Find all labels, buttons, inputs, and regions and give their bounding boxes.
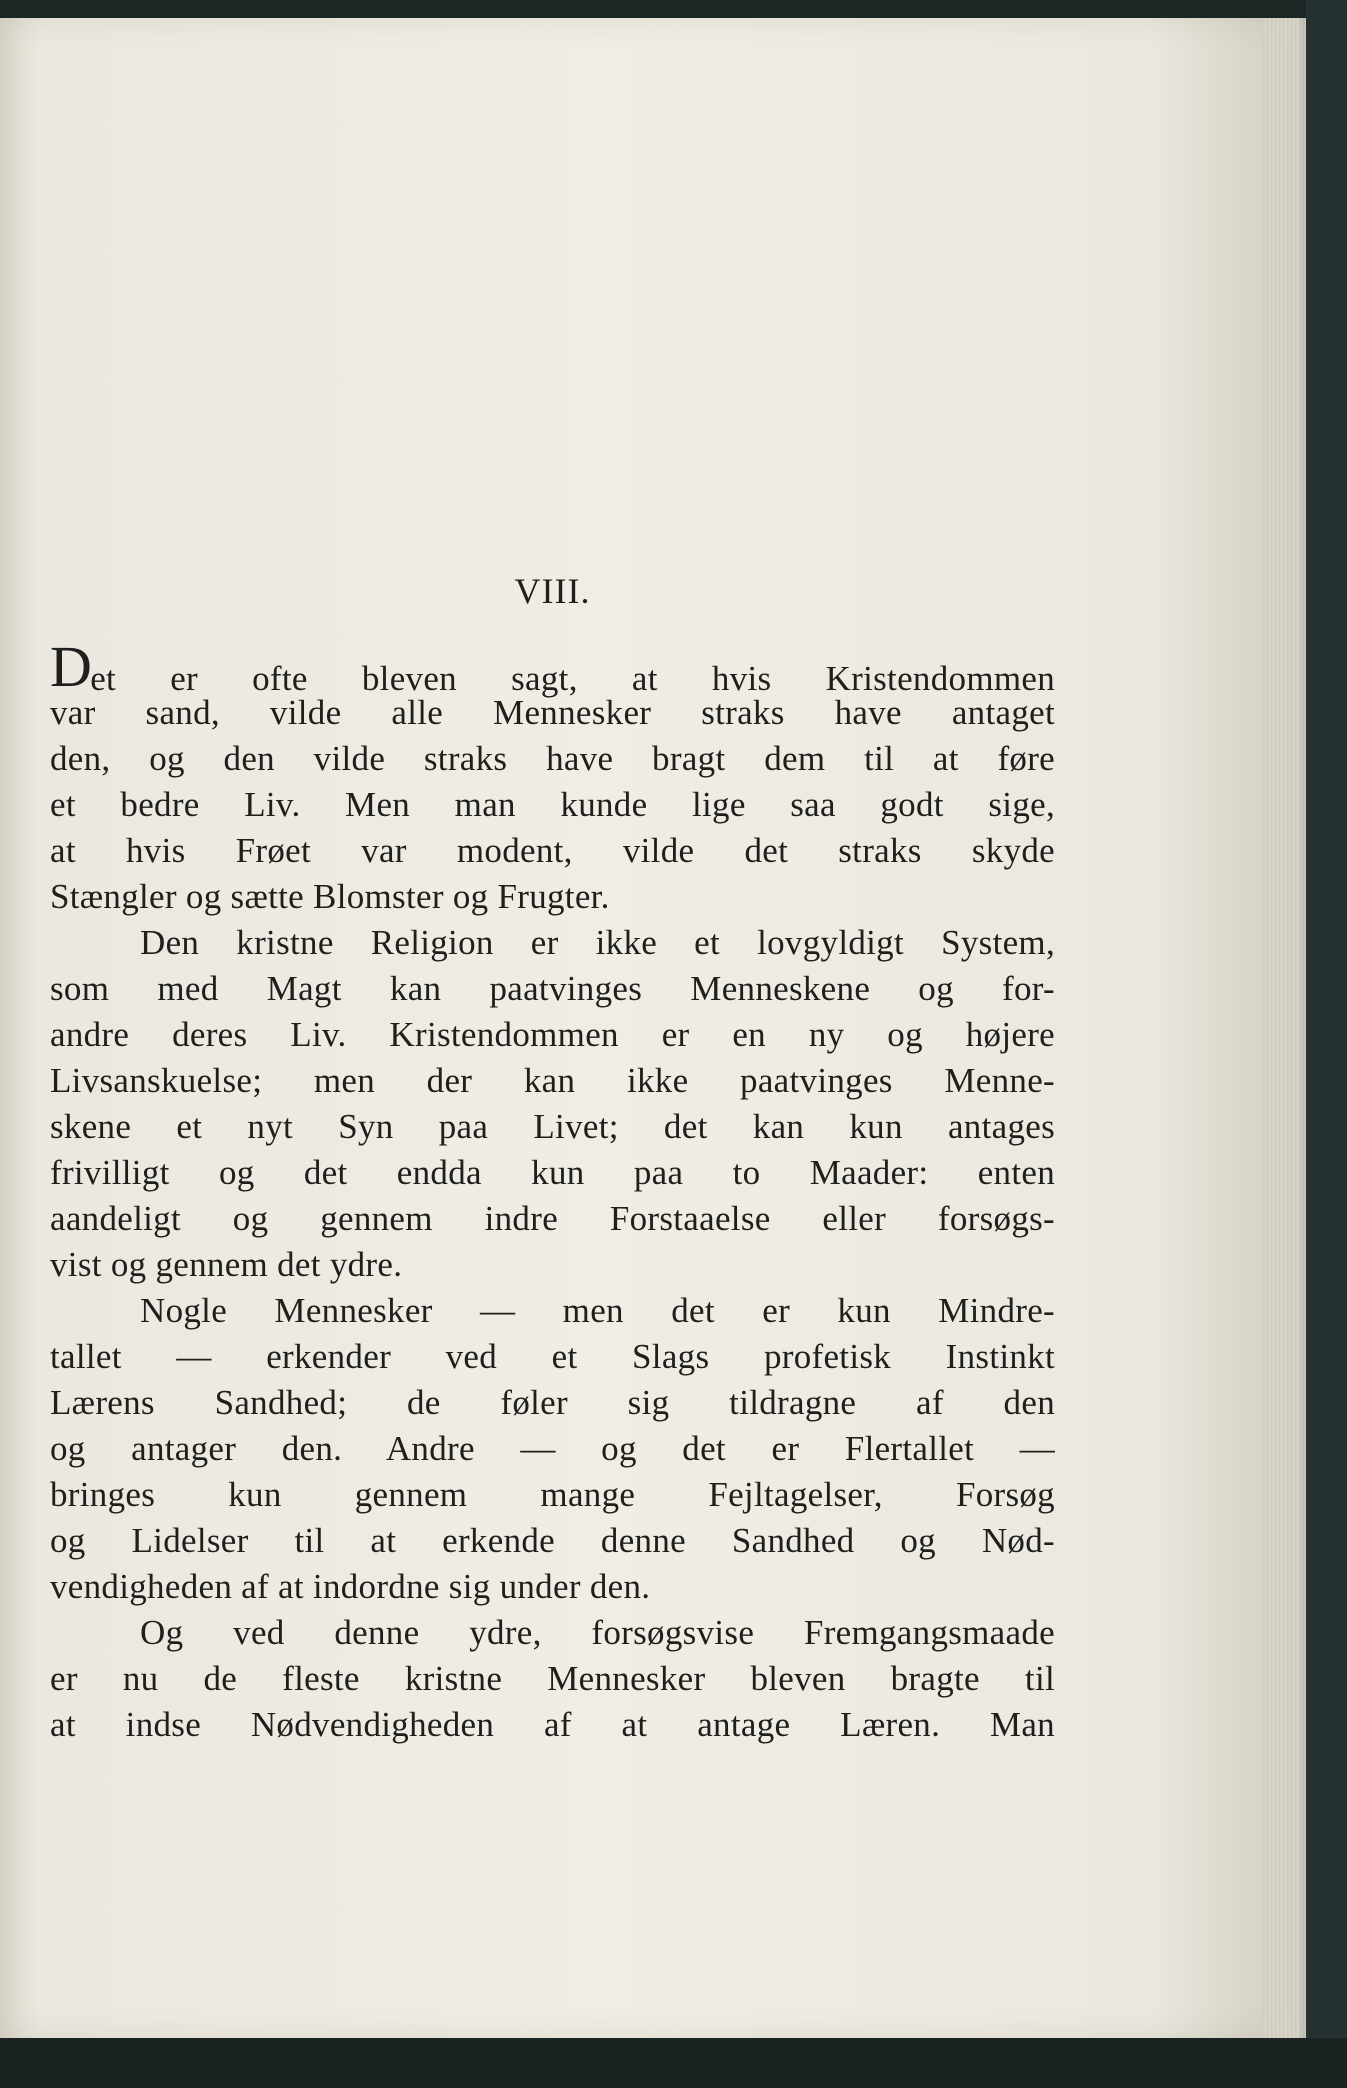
paragraph-1-line-3: den, og den vilde straks have bragt dem til at føre [50, 739, 1055, 778]
paragraph-1-line-4: et bedre Liv. Men man kunde lige saa godt sige, [50, 785, 1055, 824]
line-text: et er ofte bleven sagt, at hvis Kristendommen [90, 659, 1055, 698]
scan-bottom-border [0, 2038, 1347, 2088]
paragraph-1-line-6: Stængler og sætte Blomster og Frugter. [50, 877, 610, 916]
paragraph-4-line-2: er nu de fleste kristne Mennesker bleven bragte til [50, 1659, 1055, 1698]
paragraph-3-line-2: tallet — erkender ved et Slags profetisk Instinkt [50, 1337, 1055, 1376]
paragraph-3-line-7: vendigheden af at indordne sig under den. [50, 1567, 651, 1606]
paragraph-2-line-7: aandeligt og gennem indre Forstaaelse eller forsøgs- [50, 1199, 1055, 1238]
paragraph-3-line-3: Lærens Sandhed; de føler sig tildragne af den [50, 1383, 1055, 1422]
paragraph-1-line-1 [50, 634, 1055, 699]
paragraph-3-line-4: og antager den. Andre — og det er Flertallet — [50, 1429, 1055, 1468]
paragraph-2-line-8: vist og gennem det ydre. [50, 1245, 403, 1284]
drop-cap: D [50, 634, 93, 699]
paragraph-2-line-3: andre deres Liv. Kristendommen er en ny og højere [50, 1015, 1055, 1054]
paragraph-1-line-2: var sand, vilde alle Mennesker straks have antaget [50, 693, 1055, 732]
paragraph-2-line-5: skene et nyt Syn paa Livet; det kan kun antages [50, 1107, 1055, 1146]
paragraph-4-line-3: at indse Nødvendigheden af at antage Læren. Man [50, 1705, 1055, 1744]
page-edges [1262, 18, 1306, 2038]
paragraph-3-line-1: Nogle Mennesker — men det er kun Mindre- [140, 1291, 1055, 1330]
paragraph-3-line-6: og Lidelser til at erkende denne Sandhed og Nød- [50, 1521, 1055, 1560]
paragraph-2-line-2: som med Magt kan paatvinges Menneskene og for- [50, 969, 1055, 1008]
paragraph-2-line-4: Livsanskuelse; men der kan ikke paatvinges Menne- [50, 1061, 1055, 1100]
paragraph-2-line-6: frivilligt og det endda kun paa to Maader: enten [50, 1153, 1055, 1192]
paragraph-2-line-1: Den kristne Religion er ikke et lovgyldigt System, [140, 923, 1055, 962]
paragraph-1-line-5: at hvis Frøet var modent, vilde det straks skyde [50, 831, 1055, 870]
book-binding [1306, 0, 1347, 2088]
chapter-heading: VIII. [514, 571, 591, 611]
paragraph-3-line-5: bringes kun gennem mange Fejltagelser, Forsøg [50, 1475, 1055, 1514]
paragraph-4-line-1: Og ved denne ydre, forsøgsvise Fremgangsmaade [140, 1613, 1055, 1652]
